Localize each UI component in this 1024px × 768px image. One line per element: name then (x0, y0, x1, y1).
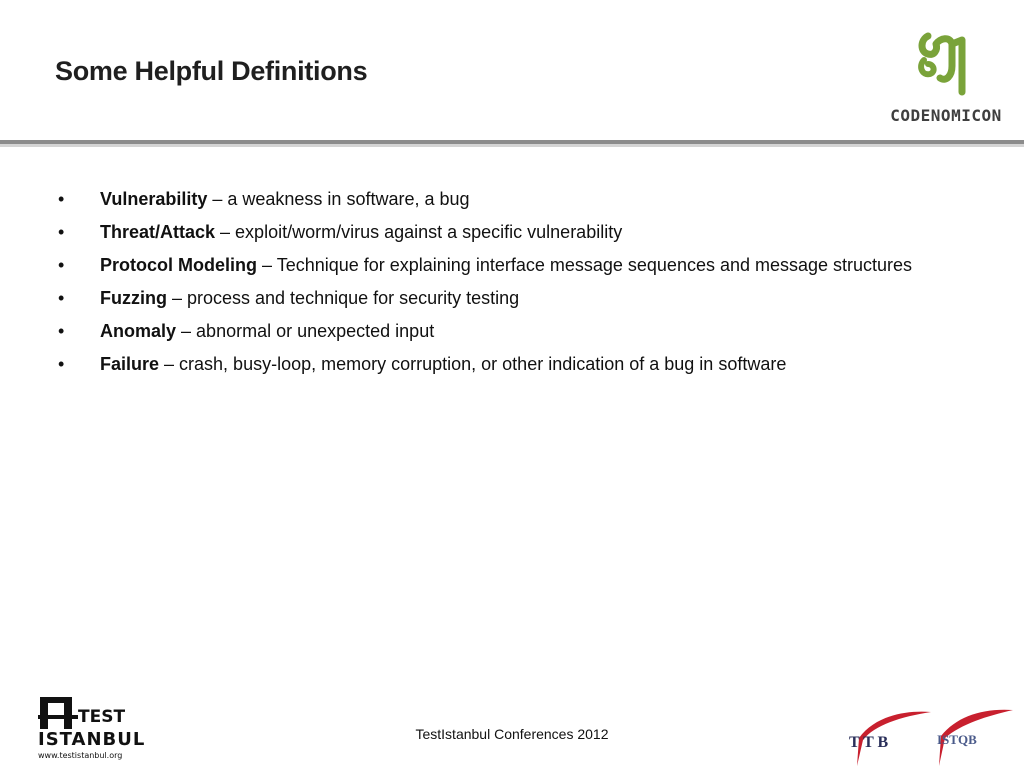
bridge-icon (38, 695, 78, 729)
event-logo-line2: ISTANBUL (38, 729, 146, 750)
bullet-icon: • (58, 321, 65, 341)
list-item (58, 351, 958, 378)
codenomicon-logo (886, 22, 1006, 132)
istqb-wordmark: ISTQB (937, 732, 977, 747)
bullet-icon: • (58, 288, 65, 308)
bullet-icon: • (58, 222, 65, 242)
definitions-list (58, 186, 958, 384)
definition-text: – crash, busy-loop, memory corruption, or other indication of a bug in software (159, 354, 787, 374)
list-item (58, 219, 958, 246)
event-logo-line1: TEST (78, 707, 126, 727)
list-item (58, 285, 958, 312)
definition-term: Failure (100, 354, 160, 374)
list-item (58, 186, 958, 213)
ttb-logo (845, 708, 935, 766)
definition-text: – abnormal or unexpected input (176, 321, 435, 341)
definition-term: Threat/Attack (100, 222, 216, 242)
slide-title: Some Helpful Definitions (55, 56, 368, 86)
codenomicon-wordmark: CODENOMICON (890, 106, 1002, 125)
definition-text: – Technique for explaining interface message sequences and message structures (257, 255, 913, 275)
header-divider-shadow (0, 144, 1024, 147)
bullet-icon: • (58, 255, 65, 275)
list-item (58, 252, 958, 279)
definition-text: – process and technique for security testing (166, 288, 520, 308)
bullet-icon: • (58, 189, 65, 209)
definition-text: – a weakness in software, a bug (207, 189, 470, 209)
event-logo-url: www.testistanbul.org (38, 751, 123, 760)
istqb-logo (935, 706, 1015, 766)
definition-term: Vulnerability (100, 189, 208, 209)
definition-term: Anomaly (100, 321, 177, 341)
bullet-icon: • (58, 354, 65, 374)
definition-term: Fuzzing (100, 288, 167, 308)
footer-text: TestIstanbul Conferences 2012 (415, 726, 609, 742)
definition-text: – exploit/worm/virus against a specific vulnerability (215, 222, 623, 242)
ttb-wordmark: T T B (849, 734, 889, 751)
list-item (58, 318, 958, 345)
definition-term: Protocol Modeling (100, 255, 257, 275)
codenomicon-glyph-icon (916, 26, 968, 98)
